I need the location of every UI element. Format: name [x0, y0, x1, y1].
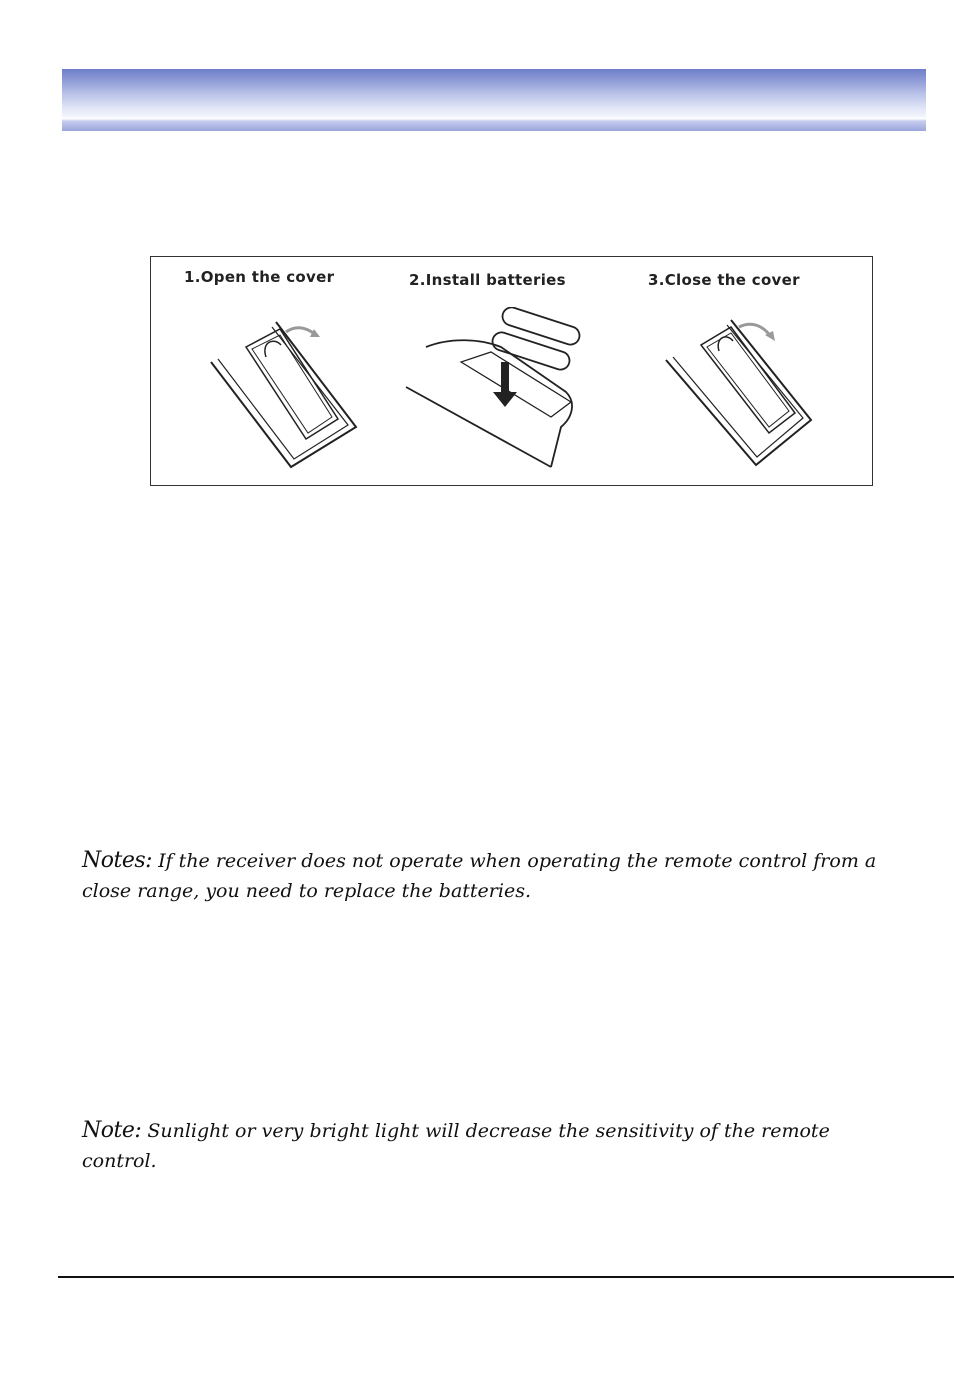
install-batteries-illustration: [401, 307, 601, 477]
sunlight-note: [82, 1116, 882, 1176]
header-band: [62, 69, 926, 131]
step-2-label: 2.Install batteries: [409, 271, 566, 289]
step-3-label: 3.Close the cover: [648, 271, 800, 289]
sunlight-note-text: Sunlight or very bright light will decrease the sensitivity of the remote control.: [82, 1120, 830, 1172]
footer-rule: [58, 1276, 954, 1278]
battery-installation-figure: [150, 256, 873, 486]
notes-label: Notes:: [82, 848, 153, 873]
batteries-note-text: If the receiver does not operate when operating the remote control from a close range, you need to replace the batteries.: [82, 850, 877, 902]
close-cover-illustration: [661, 315, 821, 475]
open-cover-illustration: [206, 317, 366, 477]
batteries-note: [82, 846, 882, 906]
step-1-label: 1.Open the cover: [184, 268, 335, 286]
note-label: Note:: [82, 1118, 142, 1143]
